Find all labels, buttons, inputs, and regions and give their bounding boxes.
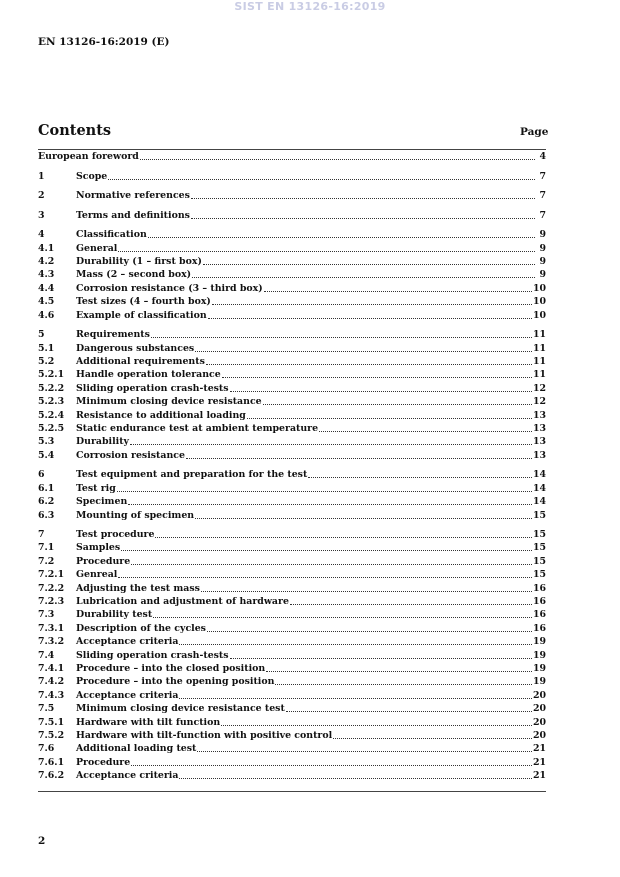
toc-entry[interactable] <box>38 635 546 648</box>
toc-entry-title: Test sizes (4 – fourth box) <box>76 296 211 308</box>
toc-entry-page: 21 <box>532 756 546 768</box>
toc-entry-number: 5 <box>38 329 45 341</box>
toc-dot-leader <box>212 296 532 305</box>
toc-entry-title: Resistance to additional loading <box>76 409 246 421</box>
watermark-text: SIST EN 13126-16:2019 <box>234 0 386 13</box>
toc-entry[interactable] <box>38 495 546 508</box>
toc-entry-page: 16 <box>532 596 546 608</box>
toc-entry-number: 7 <box>38 529 45 541</box>
toc-entry-number: 7.2.1 <box>38 569 65 581</box>
toc-entry-number: 7.4.1 <box>38 662 65 674</box>
toc-entry-title: Hardware with tilt-function with positive control <box>76 729 333 741</box>
toc-entry-number: 5.2.2 <box>38 382 65 394</box>
toc-dot-leader <box>191 210 535 219</box>
toc-entry-number: 4 <box>38 229 45 241</box>
toc-dot-leader <box>266 663 532 672</box>
toc-entry-page: 13 <box>532 449 546 461</box>
toc-entry-page: 21 <box>532 770 546 782</box>
toc-entry[interactable] <box>38 342 546 355</box>
toc-dot-leader <box>308 469 532 478</box>
toc-entry-title: Mass (2 – second box) <box>76 269 192 281</box>
toc-entry-number: 4.1 <box>38 242 55 254</box>
toc-entry-number: 7.4 <box>38 649 55 661</box>
toc-entry-number: 7.6.1 <box>38 756 65 768</box>
toc-entry-page: 14 <box>532 469 546 481</box>
toc-entry-page: 20 <box>532 689 546 701</box>
toc-entry-number: 6.1 <box>38 482 55 494</box>
toc-entry-title: Lubrication and adjustment of hardware <box>76 596 289 608</box>
toc-entry[interactable] <box>38 242 546 255</box>
toc-entry-page: 10 <box>532 282 546 294</box>
toc-entry-title: Durability test <box>76 609 153 621</box>
toc-entry-number: 7.5.2 <box>38 729 65 741</box>
toc-dot-leader <box>118 569 532 578</box>
toc-entry[interactable] <box>38 309 546 322</box>
toc-entry-number: 7.3.2 <box>38 636 65 648</box>
toc-entry-title: Example of classification <box>76 309 207 321</box>
toc-entry[interactable] <box>38 382 546 395</box>
toc-entry-number: 5.4 <box>38 449 55 461</box>
toc-entry-title: Additional loading test <box>76 743 197 755</box>
toc-entry-number: 6.3 <box>38 509 55 521</box>
toc-entry[interactable] <box>38 509 546 522</box>
toc-dot-leader <box>230 650 532 659</box>
toc-dot-leader <box>230 383 532 392</box>
toc-dot-leader <box>148 229 535 238</box>
toc-entry-page: 7 <box>539 209 546 221</box>
toc-entry-number: 5.2.5 <box>38 422 65 434</box>
toc-dot-leader <box>206 356 532 365</box>
toc-dot-leader <box>186 450 532 459</box>
toc-entry-page: 19 <box>532 636 546 648</box>
table-of-contents <box>38 150 546 783</box>
toc-entry[interactable] <box>38 568 546 581</box>
toc-entry-page: 13 <box>532 436 546 448</box>
toc-entry-title: Terms and definitions <box>76 209 190 221</box>
toc-entry[interactable] <box>38 729 546 742</box>
toc-dot-leader <box>131 556 532 565</box>
toc-entry[interactable] <box>38 769 546 782</box>
toc-entry-number: 7.6.2 <box>38 770 65 782</box>
toc-dot-leader <box>118 243 535 252</box>
toc-entry-number: 7.5.1 <box>38 716 65 728</box>
toc-entry-page: 19 <box>532 649 546 661</box>
toc-entry-title: European foreword <box>38 151 139 162</box>
toc-entry[interactable] <box>38 209 546 222</box>
toc-dot-leader <box>155 529 532 538</box>
toc-entry-page: 9 <box>539 242 546 254</box>
toc-entry-number: 7.4.3 <box>38 689 65 701</box>
toc-entry-page: 14 <box>532 482 546 494</box>
toc-dot-leader <box>247 410 532 419</box>
toc-entry[interactable] <box>38 595 546 608</box>
toc-entry-page: 16 <box>532 609 546 621</box>
toc-bottom-rule <box>38 791 546 792</box>
toc-entry-page: 13 <box>532 422 546 434</box>
toc-entry-title: Minimum closing device resistance test <box>76 703 285 715</box>
toc-entry[interactable] <box>38 449 546 462</box>
toc-dot-leader <box>108 171 535 180</box>
toc-entry[interactable] <box>38 742 546 755</box>
toc-entry[interactable] <box>38 702 546 715</box>
toc-dot-leader <box>203 256 535 265</box>
toc-dot-leader <box>191 190 535 199</box>
toc-dot-leader <box>153 609 532 618</box>
toc-entry-title: Genreal <box>76 569 118 581</box>
toc-entry-title: Corrosion resistance <box>76 449 185 461</box>
toc-entry-title: Acceptance criteria <box>76 689 179 701</box>
toc-entry-title: Handle operation tolerance <box>76 369 221 381</box>
toc-entry[interactable] <box>38 170 546 183</box>
toc-entry-page: 15 <box>532 529 546 541</box>
toc-entry-page: 21 <box>532 743 546 755</box>
toc-dot-leader <box>195 343 532 352</box>
toc-entry[interactable] <box>38 255 546 268</box>
toc-entry[interactable] <box>38 649 546 662</box>
toc-entry-title: Procedure <box>76 555 131 567</box>
toc-entry-page: 9 <box>539 229 546 241</box>
toc-entry-page: 10 <box>532 309 546 321</box>
toc-dot-leader <box>333 730 532 739</box>
toc-entry[interactable] <box>38 482 546 495</box>
toc-entry[interactable] <box>38 368 546 381</box>
toc-dot-leader <box>140 151 535 160</box>
toc-dot-leader <box>192 269 535 278</box>
toc-entry-page: 11 <box>532 356 546 368</box>
toc-entry-page: 15 <box>532 542 546 554</box>
toc-entry-number: 5.2.3 <box>38 396 65 408</box>
toc-entry-page: 20 <box>532 729 546 741</box>
page-column-label: Page <box>520 126 549 138</box>
toc-dot-leader <box>207 623 532 632</box>
toc-entry-title: Additional requirements <box>76 356 205 368</box>
toc-entry-number: 3 <box>38 209 45 221</box>
toc-entry-title: Test rig <box>76 482 116 494</box>
toc-entry-number: 7.5 <box>38 703 55 715</box>
toc-dot-leader <box>201 583 532 592</box>
toc-entry-title: Minimum closing device resistance <box>76 396 262 408</box>
toc-entry[interactable] <box>38 582 546 595</box>
toc-entry-title: Samples <box>76 542 121 554</box>
toc-entry-title: Test equipment and preparation for the test <box>76 469 308 481</box>
contents-heading: Contents <box>38 122 112 139</box>
toc-dot-leader <box>222 369 532 378</box>
toc-entry-number: 5.2 <box>38 356 55 368</box>
toc-entry-title: Static endurance test at ambient temperature <box>76 422 319 434</box>
toc-entry[interactable] <box>38 409 546 422</box>
toc-dot-leader <box>117 483 532 492</box>
toc-entry-number: 5.1 <box>38 342 55 354</box>
toc-entry-title: Dangerous substances <box>76 342 195 354</box>
toc-entry-title: Corrosion resistance (3 – third box) <box>76 282 263 294</box>
toc-entry-page: 15 <box>532 509 546 521</box>
toc-dot-leader <box>179 770 532 779</box>
toc-entry[interactable] <box>38 328 546 341</box>
toc-entry-page: 9 <box>539 269 546 281</box>
document-id-header: EN 13126-16:2019 (E) <box>38 36 170 48</box>
toc-entry[interactable] <box>38 268 546 281</box>
toc-entry-title: Acceptance criteria <box>76 636 179 648</box>
toc-entry-page: 19 <box>532 662 546 674</box>
toc-entry[interactable] <box>38 528 546 541</box>
toc-entry-page: 7 <box>539 190 546 202</box>
toc-entry-page: 7 <box>539 170 546 182</box>
toc-entry[interactable] <box>38 675 546 688</box>
toc-entry-title: Test procedure <box>76 529 155 541</box>
toc-entry-page: 12 <box>532 396 546 408</box>
toc-entry-page: 11 <box>532 329 546 341</box>
toc-entry-title: General <box>76 242 118 254</box>
toc-entry-title: Procedure – into the opening position <box>76 676 275 688</box>
toc-dot-leader <box>131 757 532 766</box>
toc-entry-page: 16 <box>532 622 546 634</box>
toc-entry-title: Specimen <box>76 496 128 508</box>
toc-dot-leader <box>151 329 532 338</box>
toc-entry-title: Procedure <box>76 756 131 768</box>
toc-entry-page: 9 <box>539 256 546 268</box>
toc-entry-number: 7.4.2 <box>38 676 65 688</box>
toc-entry-number: 5.2.4 <box>38 409 65 421</box>
toc-dot-leader <box>195 510 532 519</box>
toc-dot-leader <box>319 423 532 432</box>
toc-entry-page: 11 <box>532 342 546 354</box>
toc-entry[interactable] <box>38 468 546 481</box>
toc-dot-leader <box>179 690 532 699</box>
toc-dot-leader <box>286 703 532 712</box>
toc-entry[interactable] <box>38 716 546 729</box>
toc-entry[interactable] <box>38 395 546 408</box>
toc-entry-page: 15 <box>532 555 546 567</box>
toc-entry-title: Adjusting the test mass <box>76 582 200 594</box>
toc-dot-leader <box>197 743 532 752</box>
toc-entry-title: Description of the cycles <box>76 622 206 634</box>
toc-entry-page: 11 <box>532 369 546 381</box>
toc-entry-number: 7.2 <box>38 555 55 567</box>
toc-dot-leader <box>208 310 532 319</box>
toc-entry[interactable] <box>38 422 546 435</box>
toc-entry-page: 19 <box>532 676 546 688</box>
toc-entry[interactable] <box>38 355 546 368</box>
toc-dot-leader <box>290 596 532 605</box>
toc-dot-leader <box>275 676 532 685</box>
toc-entry-number: 7.2.3 <box>38 596 65 608</box>
toc-entry-page: 12 <box>532 382 546 394</box>
toc-entry-title: Durability (1 – first box) <box>76 256 202 268</box>
toc-entry[interactable] <box>38 555 546 568</box>
toc-entry-title: Mounting of specimen <box>76 509 195 521</box>
toc-dot-leader <box>179 636 532 645</box>
toc-entry-number: 2 <box>38 190 45 202</box>
page-number: 2 <box>38 835 46 847</box>
toc-entry-number: 7.6 <box>38 743 55 755</box>
toc-entry[interactable] <box>38 150 546 163</box>
toc-dot-leader <box>128 496 532 505</box>
toc-entry-number: 4.4 <box>38 282 55 294</box>
toc-entry-title: Sliding operation crash-tests <box>76 382 229 394</box>
toc-dot-leader <box>221 717 532 726</box>
toc-entry-number: 4.2 <box>38 256 55 268</box>
toc-entry-page: 14 <box>532 496 546 508</box>
toc-dot-leader <box>264 283 532 292</box>
toc-entry-number: 4.5 <box>38 296 55 308</box>
toc-entry-title: Requirements <box>76 329 150 341</box>
toc-entry-number: 6 <box>38 469 45 481</box>
toc-entry[interactable] <box>38 541 546 554</box>
toc-entry-page: 4 <box>539 151 546 162</box>
toc-entry-title: Procedure – into the closed position <box>76 662 266 674</box>
toc-entry[interactable] <box>38 435 546 448</box>
toc-entry-number: 7.3.1 <box>38 622 65 634</box>
toc-entry[interactable] <box>38 662 546 675</box>
toc-entry-number: 5.3 <box>38 436 55 448</box>
toc-entry[interactable] <box>38 622 546 635</box>
toc-entry-title: Sliding operation crash-tests <box>76 649 229 661</box>
toc-entry-page: 13 <box>532 409 546 421</box>
toc-entry-number: 5.2.1 <box>38 369 65 381</box>
toc-entry-title: Durability <box>76 436 129 448</box>
toc-entry[interactable] <box>38 756 546 769</box>
toc-entry-number: 7.2.2 <box>38 582 65 594</box>
toc-entry-number: 7.1 <box>38 542 55 554</box>
toc-entry-page: 15 <box>532 569 546 581</box>
toc-entry-number: 7.3 <box>38 609 55 621</box>
toc-entry-number: 4.3 <box>38 269 55 281</box>
toc-entry[interactable] <box>38 228 546 241</box>
toc-entry-number: 4.6 <box>38 309 55 321</box>
toc-entry-page: 16 <box>532 582 546 594</box>
toc-entry-title: Scope <box>76 170 108 182</box>
toc-entry[interactable] <box>38 608 546 621</box>
toc-entry-page: 10 <box>532 296 546 308</box>
toc-dot-leader <box>121 542 532 551</box>
toc-entry-page: 20 <box>532 703 546 715</box>
toc-dot-leader <box>263 396 532 405</box>
toc-entry-title: Normative references <box>76 190 190 202</box>
toc-entry[interactable] <box>38 282 546 295</box>
toc-dot-leader <box>130 436 532 445</box>
toc-entry-number: 1 <box>38 170 45 182</box>
toc-entry-title: Acceptance criteria <box>76 770 179 782</box>
toc-entry[interactable] <box>38 689 546 702</box>
toc-entry[interactable] <box>38 189 546 202</box>
toc-entry-title: Classification <box>76 229 147 241</box>
toc-entry[interactable] <box>38 295 546 308</box>
toc-entry-page: 20 <box>532 716 546 728</box>
toc-entry-title: Hardware with tilt function <box>76 716 221 728</box>
toc-entry-number: 6.2 <box>38 496 55 508</box>
